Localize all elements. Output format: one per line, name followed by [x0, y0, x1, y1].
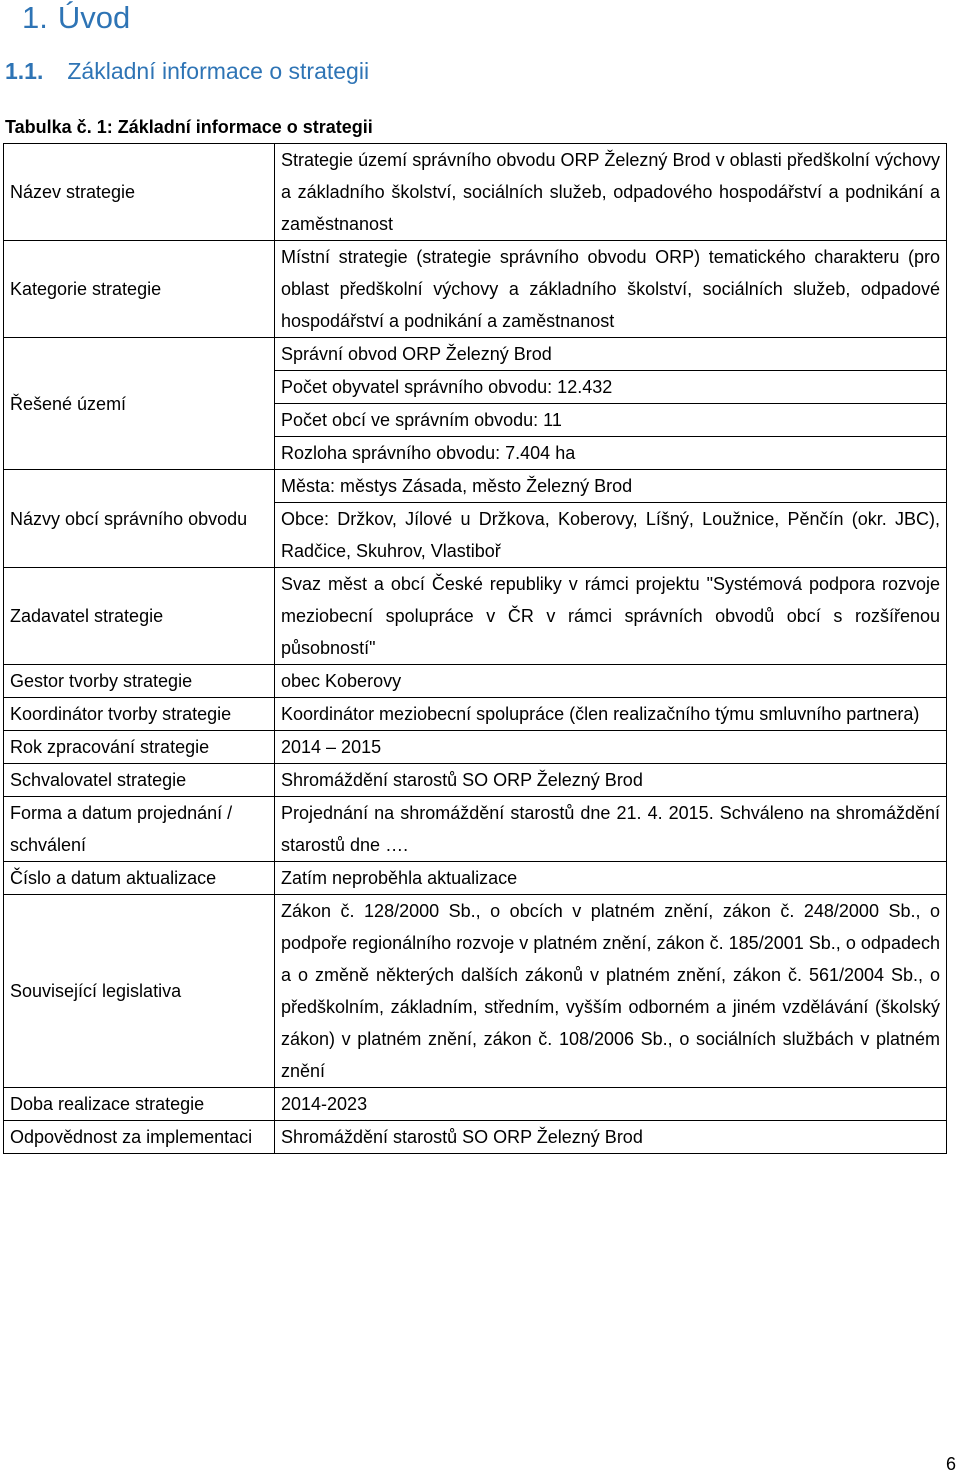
row-label: Koordinátor tvorby strategie	[4, 698, 275, 731]
row-value: obec Koberovy	[275, 665, 947, 698]
row-value: Shromáždění starostů SO ORP Železný Brod	[275, 1121, 947, 1154]
table-row	[4, 144, 947, 241]
table-row	[4, 1121, 947, 1154]
row-value: Strategie území správního obvodu ORP Železný Brod v oblasti předškolní výchovy a základního školství, sociálních služeb, odpadového hospodářství a podnikání a zaměstnanost	[275, 144, 947, 241]
row-value: Koordinátor meziobecní spolupráce (člen realizačního týmu smluvního partnera)	[275, 698, 947, 731]
row-value: Svaz měst a obcí České republiky v rámci projektu "Systémová podpora rozvoje meziobecní spolupráce v ČR v rámci správních obvodů obcí s rozšířenou působností"	[275, 568, 947, 665]
row-label: Rok zpracování strategie	[4, 731, 275, 764]
table-row	[4, 895, 947, 1088]
row-value: 2014 – 2015	[275, 731, 947, 764]
row-label: Kategorie strategie	[4, 241, 275, 338]
heading-2-title: Základní informace o strategii	[67, 58, 370, 84]
row-value: Místní strategie (strategie správního obvodu ORP) tematického charakteru (pro oblast předškolní výchovy a základního školství, sociálních služeb, odpadové hospodářství a podnikání a zaměstnanost	[275, 241, 947, 338]
table-caption: Tabulka č. 1: Základní informace o strategii	[5, 117, 373, 137]
row-value: Správní obvod ORP Železný Brod	[275, 338, 947, 371]
row-value: Shromáždění starostů SO ORP Železný Brod	[275, 764, 947, 797]
row-label: Schvalovatel strategie	[4, 764, 275, 797]
row-value: Projednání na shromáždění starostů dne 21. 4. 2015. Schváleno na shromáždění starostů dne ….	[275, 797, 947, 862]
row-value: 2014-2023	[275, 1088, 947, 1121]
row-label: Číslo a datum aktualizace	[4, 862, 275, 895]
table-row	[4, 568, 947, 665]
heading-1-title: Úvod	[57, 0, 131, 35]
row-label: Související legislativa	[4, 895, 275, 1088]
row-label: Názvy obcí správního obvodu	[4, 470, 275, 568]
row-label: Odpovědnost za implementaci	[4, 1121, 275, 1154]
row-value: Zatím neproběhla aktualizace	[275, 862, 947, 895]
table-row	[4, 665, 947, 698]
heading-2	[5, 58, 369, 85]
heading-1	[22, 0, 130, 36]
row-label: Forma a datum projednání / schválení	[4, 797, 275, 862]
row-label: Gestor tvorby strategie	[4, 665, 275, 698]
table-row	[4, 241, 947, 338]
heading-1-number: 1.	[22, 0, 48, 35]
row-value: Počet obyvatel správního obvodu: 12.432	[275, 371, 947, 404]
table-row	[4, 731, 947, 764]
row-value: Zákon č. 128/2000 Sb., o obcích v platném znění, zákon č. 248/2000 Sb., o podpoře regionálního rozvoje v platném znění, zákon č. 185/2001 Sb., o odpadech a o změně některých dalších zákonů v platném znění, zákon č. 561/2004 Sb., o předškolním, základním, středním, vyšším odborném a jiném vzdělávání (školský zákon) v platném znění, zákon č. 108/2006 Sb., o sociálních službách v platném znění	[275, 895, 947, 1088]
row-value: Rozloha správního obvodu: 7.404 ha	[275, 437, 947, 470]
row-value: Obce: Držkov, Jílové u Držkova, Koberovy, Líšný, Loužnice, Pěnčín (okr. JBC), Radčice, Skuhrov, Vlastiboř	[275, 503, 947, 568]
page-number: 6	[945, 1454, 956, 1474]
table-row	[4, 470, 947, 503]
row-label: Řešené území	[4, 338, 275, 470]
strategy-info-table	[3, 143, 947, 1154]
table-row	[4, 764, 947, 797]
row-label: Zadavatel strategie	[4, 568, 275, 665]
table-row	[4, 797, 947, 862]
table-row	[4, 862, 947, 895]
table-row	[4, 338, 947, 371]
heading-2-number: 1.1.	[5, 58, 44, 84]
row-value: Města: městys Zásada, město Železný Brod	[275, 470, 947, 503]
row-value: Počet obcí ve správním obvodu: 11	[275, 404, 947, 437]
row-label: Doba realizace strategie	[4, 1088, 275, 1121]
row-label: Název strategie	[4, 144, 275, 241]
table-row	[4, 1088, 947, 1121]
table-row	[4, 698, 947, 731]
